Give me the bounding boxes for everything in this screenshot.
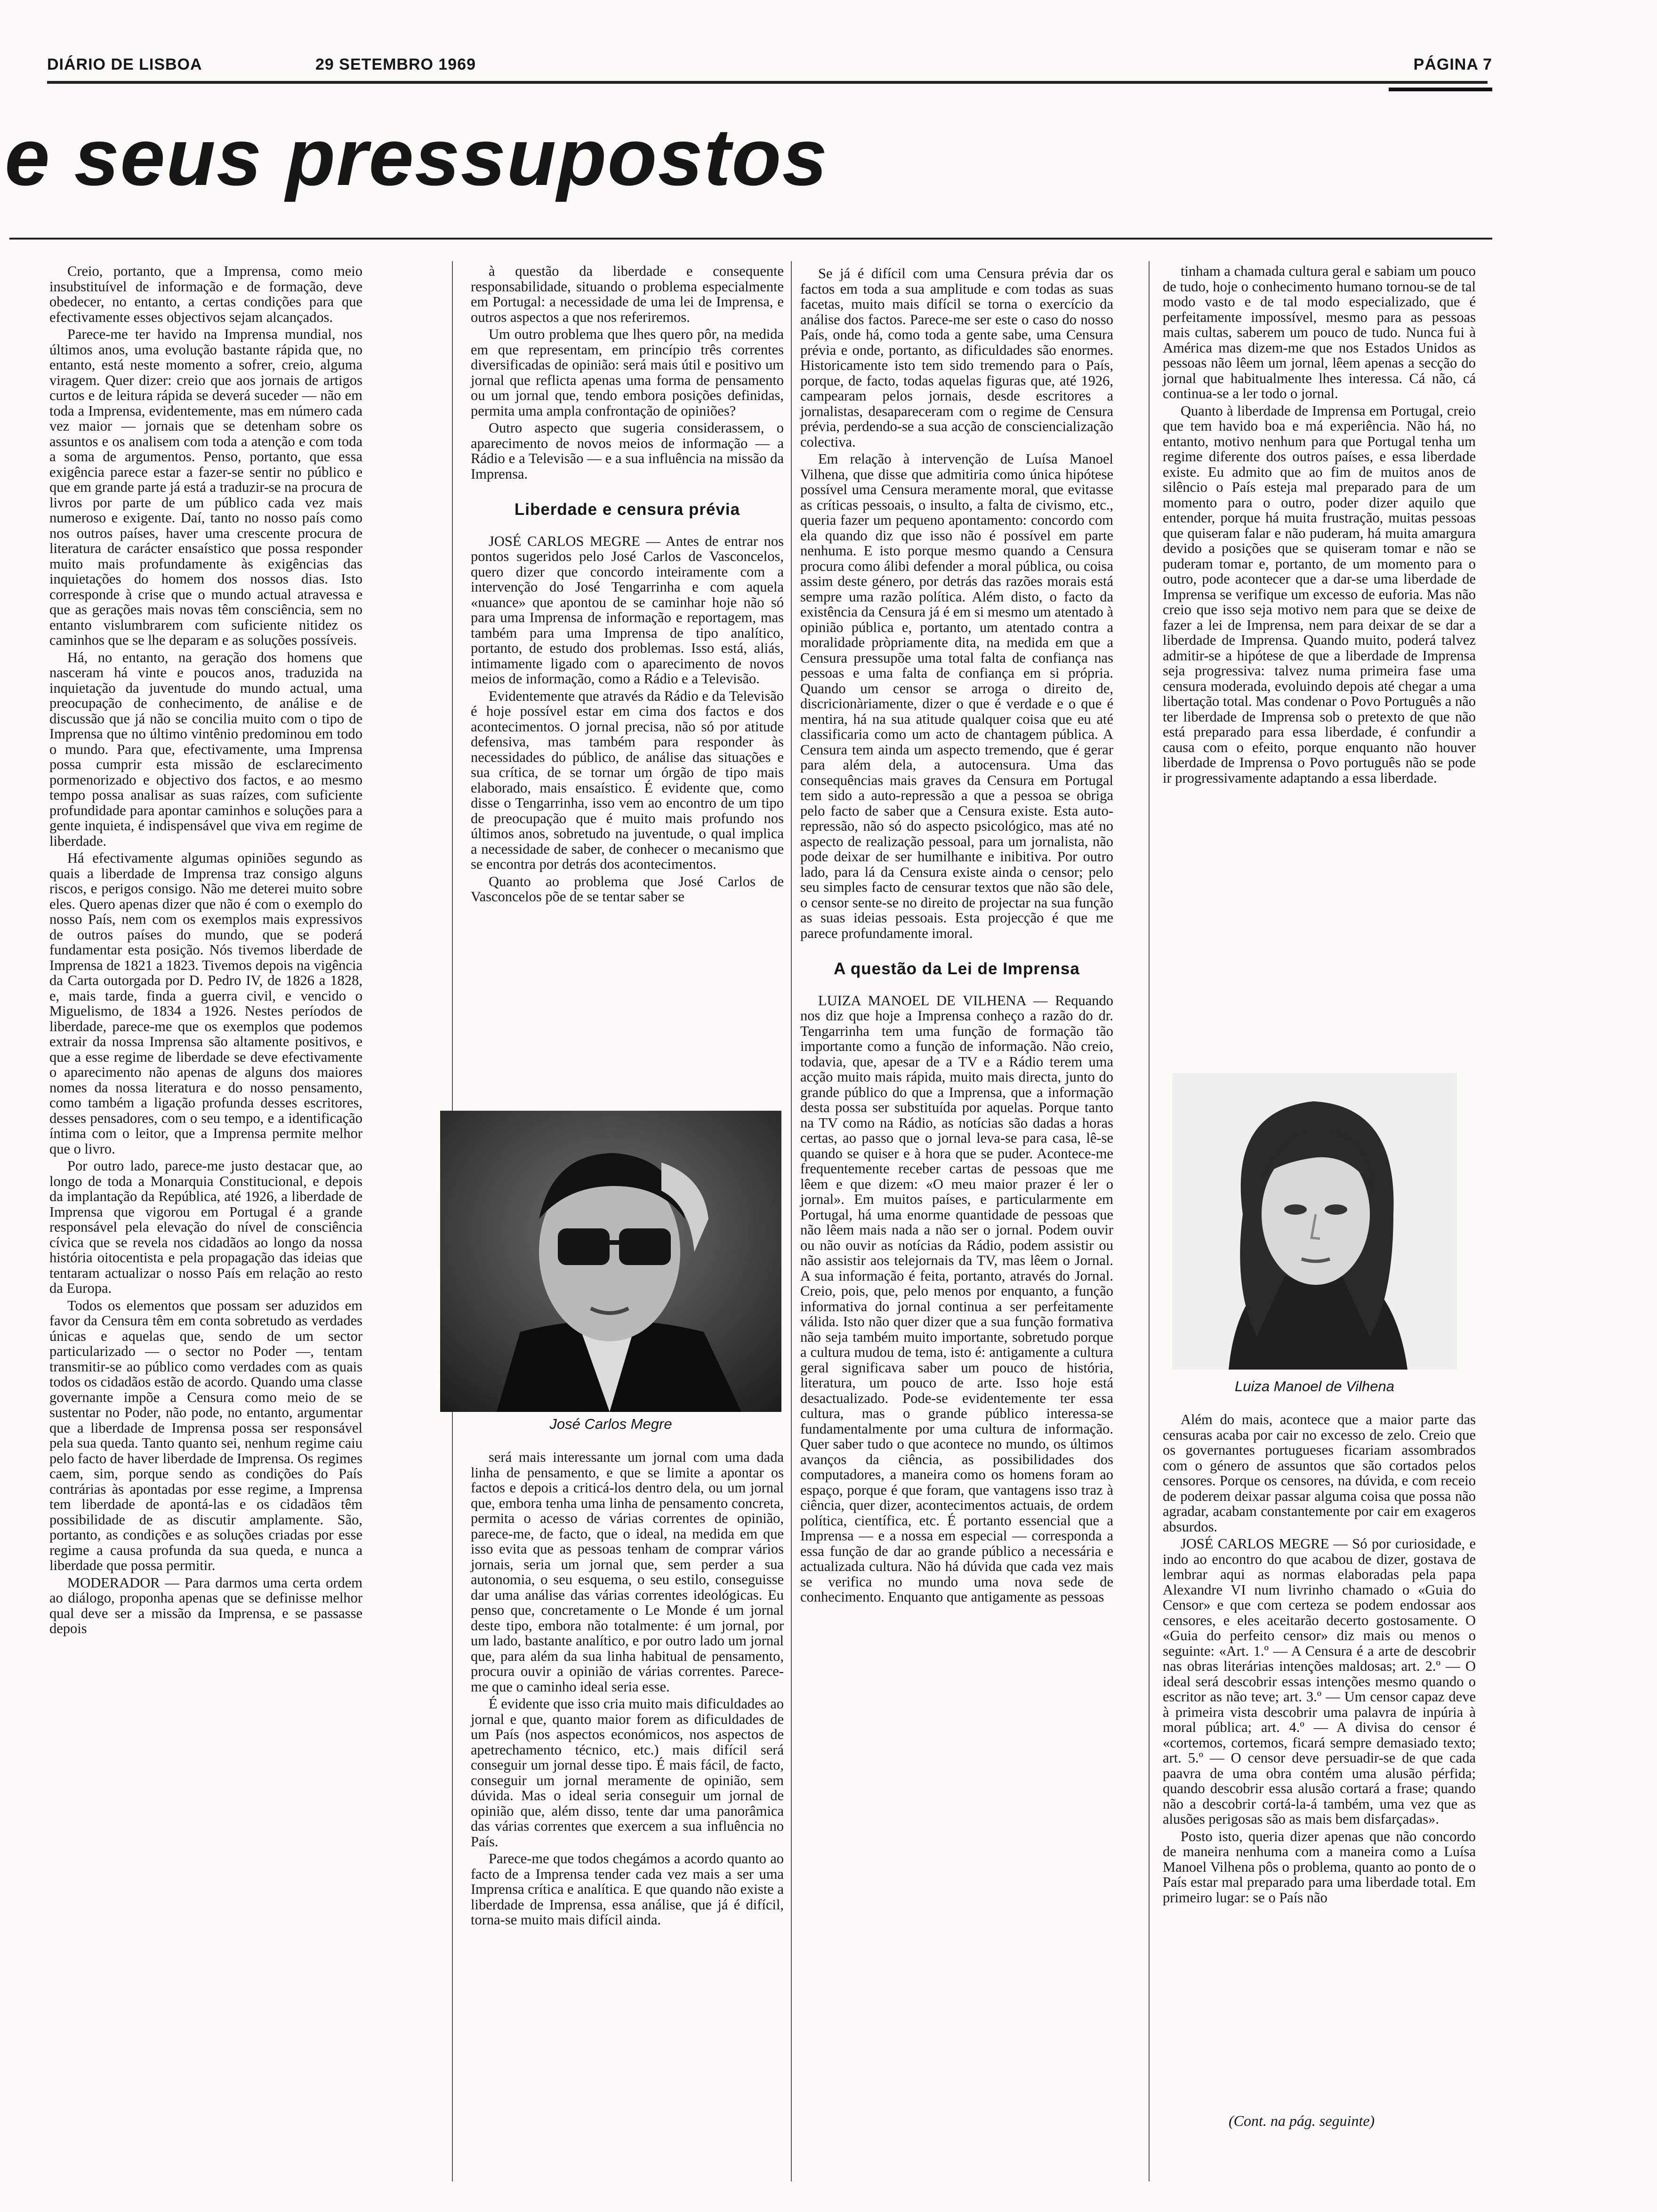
paragraph: JOSÉ CARLOS MEGRE — Só por curiosidade, e indo ao encontro do que acabou de dizer, gostava de lembrar aqui as normas elaboradas pela papa Alexandre VI num livrinho chamado o «Guia do Censor» e que com certeza se podem endossar aos censores, e eles aceitarão decerto gostosamente. O «Guia do perfeito censor» diz mais ou menos o seguinte: «Art. 1.º — A Censura é a arte de descobrir nas obras literárias intenções maldosas; art. 2.º — O ideal será descobrir essas intenções mesmo quando o escritor as não teve; art. 3.º — Um censor capaz deve à primeira vista descobrir uma palavra de inpúria à moral pública; art. 4.º — A divisa do censor é «cortemos, cortemos, ficará sempre demasiado texto; art. 5.º — O censor deve persuadir-se de que cada paavra de uma obra contém uma alusão pérfida; quando descobrir essa alusão cortará a frase; quando não a descobrir cortá-la-á também, uma vez que as alusões perigosas são as mais bem disfarçadas». bbox=[1163, 1536, 1476, 1827]
article-column-4 bbox=[1163, 264, 1476, 787]
portrait-photo-vilhena bbox=[1172, 1073, 1457, 1370]
photo-caption: Luiza Manoel de Vilhena bbox=[1235, 1378, 1394, 1395]
portrait-photo-megre bbox=[440, 1111, 781, 1412]
issue-date: 29 SETEMBRO 1969 bbox=[315, 56, 476, 73]
paragraph: Outro aspecto que sugeria considerassem, o aparecimento de novos meios de informação — a Rádio e a Televisão — e a sua influência na missão da Imprensa. bbox=[471, 420, 784, 482]
portrait-man-image bbox=[440, 1111, 781, 1412]
paragraph: Parece-me ter havido na Imprensa mundial, nos últimos anos, uma evolução bastante rápida que, no entanto, está neste momento a sofrer, creio, alguma viragem. Quer dizer: creio que aos jornais de artigos curtos e de leitura rápida se deverá suceder — não em toda a Imprensa, evidentemente, mas em número cada vez maior — jornais que se detenham sobre os assuntos e os analisem com toda a atenção e com toda a soma de argumentos. Penso, portanto, que essa exigência parece estar a fazer-se sentir no público e que em grande parte já está a traduzir-se na procura de livros por parte de um público cada vez mais numeroso e exigente. Daí, tanto no nosso país como nos outros países, haver uma crescente procura de literatura de carácter ensaístico que possa responder muito mais profundamente às exigências das inquietações do homem dos nossos dias. Isto corresponde à crise que o mundo actual atravessa e que as gerações mais novas têm consciência, sem no entanto vislumbrarem com suficiente nitidez os caminhos que se lhe deparam e as soluções possíveis. bbox=[49, 326, 362, 648]
paragraph: tinham a chamada cultura geral e sabiam um pouco de tudo, hoje o conhecimento humano tornou-se de tal modo vasto e de tal modo especializado, que é perfeitamente impossível, mesmo para as pessoas mais cultas, saberem um pouco de tudo. Nunca fui à América mas dizem-me que nos Estados Unidos as pessoas não lêem um jornal, lêem apenas a secção do jornal que habitualmente lhes interessa. Cá não, cá continua-se a ler todo o jornal. bbox=[1163, 263, 1476, 401]
paragraph: à questão da liberdade e consequente responsabilidade, situando o problema especialmente em Portugal: a necessidade de uma lei de Imprensa, e outros aspectos a que nos referiremos. bbox=[471, 263, 784, 325]
article-column-3 bbox=[800, 266, 1113, 1607]
paragraph: Por outro lado, parece-me justo destacar que, ao longo de toda a Monarquia Constitucional, e depois da implantação da República, até 1926, a liberdade de Imprensa que vigorou em Portugal é a grande responsável pela elevação do nível de consciência cívica que se revela nos cidadãos ao longo da nossa história oitocentista e pela propagação das ideias que tentaram actualizar o nosso País em relação ao resto da Europa. bbox=[49, 1158, 362, 1296]
paragraph: MODERADOR — Para darmos uma certa ordem ao diálogo, proponha apenas que se definisse melhor qual deve ser a missão da Imprensa, e se passasse depois bbox=[49, 1574, 362, 1636]
continuation-note: (Cont. na pág. seguinte) bbox=[1229, 2112, 1375, 2129]
headline-rule bbox=[9, 238, 1492, 240]
paragraph: Evidentemente que através da Rádio e da Televisão é hoje possível estar em cima dos factos e dos acontecimentos. O jornal precisa, não só por atitude defensiva, mas também para responder às necessidades do público, de análise das situações e sua crítica, de se tornar um órgão de tipo mais elaborado, mais ensaístico. É evidente que, como disse o Tengarrinha, isso vem ao encontro de um tipo de preocupação que é muito mais profundo nos últimos anos, sobretudo na juventude, o qual implica a necessidade de saber, de conhecer o mecanismo que se encontra por detrás dos acontecimentos. bbox=[471, 688, 784, 872]
portrait-woman-image bbox=[1172, 1073, 1457, 1370]
paragraph: É evidente que isso cria muito mais dificuldades ao jornal e que, quanto maior forem as dificuldades de um País (nos aspectos económicos, nos aspectos de apetrechamento técnico, etc.) mais difícil será conseguir um jornal desse tipo. É mais fácil, de facto, conseguir um jornal meramente de opinião, sem dúvida. Mas o ideal seria conseguir um jornal de opinião que, além disso, tente dar uma panorâmica das várias correntes que exercem a sua influência no País. bbox=[471, 1696, 784, 1850]
paragraph: Quanto à liberdade de Imprensa em Portugal, creio que tem havido boa e má experiência. Não há, no entanto, motivo nenhum para que Portugal tenha um regime diferente dos outros países, e essa liberdade existe. Eu admito que ao fim de muitos anos de silêncio o País esteja mal preparado para de um momento para o outro, poder dizer aquilo que entender, porque há muita frustração, muitas pessoas que quiseram falar e não puderam, há muita amargura devido a posições que se quiseram tomar e não se puderam tomar e, portanto, de um momento para o outro, pode acontecer que a dar-se uma liberdade de Imprensa se verifique um excesso de euforia. Mas não creio que isso seja motivo nem para que se deixe de fazer a lei de Imprensa, nem para deixar de se dar a liberdade de Imprensa. Quando muito, poderá talvez admitir-se a hipótese de que a liberdade de Imprensa seja progressiva: talvez numa primeira fase uma censura moderada, evoluindo depois até chegar a uma libertação total. Mas condenar o Povo Português a não ter liberdade de Imprensa sob o pretexto de que não está preparado para essa liberdade, é confundir a causa com o efeito, porque enquanto não houver liberdade de Imprensa o Povo português não se pode ir progressivamente adaptando a essa liberdade. bbox=[1163, 402, 1476, 786]
article-column-1 bbox=[49, 264, 362, 1638]
masthead bbox=[47, 56, 1492, 78]
paragraph: Posto isto, queria dizer apenas que não concordo de maneira nenhuma com a maneira como a Luísa Manoel Vilhena pôs o problema, quanto ao ponto de o País estar mal preparado para uma liberdade total. Em primeiro lugar: se o País não bbox=[1163, 1828, 1476, 1906]
paragraph: JOSÉ CARLOS MEGRE — Antes de entrar nos pontos sugeridos pelo José Carlos de Vasconcelos, quero dizer que concordo inteiramente com a intervenção do José Tengarrinha e com aquela «nuance» que apontou de se caminhar hoje não só para uma Imprensa de informação e reportagem, mas também para uma Imprensa de tipo analítico, portanto, de estudo dos problemas. Isso está, aliás, intimamente ligado com o aparecimento de novos meios de informação, como a Rádio e a Televisão. bbox=[471, 533, 784, 687]
paragraph: LUIZA MANOEL DE VILHENA — Requando nos diz que hoje a Imprensa conheço a razão do dr. Tengarrinha tem uma função de formação tão importante como a função de informação. Não creio, todavia, que, apesar de a TV e a Rádio terem uma acção muito mais rápida, muito mais directa, junto do grande público do que a Imprensa, que a informação desta possa ser substituída por aquelas. Porque tanto na TV como na Rádio, as notícias são dadas a horas certas, ao passo que o jornal leva-se para casa, lê-se quando se quiser e à hora que se puder. Acontece-me frequentemente receber cartas de pessoas que me lêem e que dizem: «O meu maior prazer é ler o jornal». Em muitos países, e particularmente em Portugal, há uma enorme quantidade de pessoas que não lêem mais nada a não ser o jornal. Podem ouvir ou não ouvir as notícias da Rádio, podem assistir ou não assistir aos telejornais da TV, mas lêem o Jornal. A sua informação é feita, portanto, através do Jornal. Creio, pois, que, pelo menos por enquanto, a função informativa do jornal continua a ser perfeitamente válida. Isto não quer dizer que a sua função formativa não seja também muito importante, sobretudo porque a cultura mudou de tema, isto é: antigamente a cultura geral significava saber um pouco de história, literatura, um pouco de arte. Isso hoje está desactualizado. Pode-se evidentemente ter essa cultura, mas o grande público interessa-se fundamentalmente por uma cultura de informação. Quer saber tudo o que acontece no mundo, os últimos avanços da ciência, as possibilidades dos computadores, a maneira como os homens foram ao espaço, porque é que foram, que vantagens isso traz à ciência, quer dizer, acontecimentos actuais, de ordem política, científica, etc. É portanto essencial que a Imprensa — e a nossa em especial — corresponda a essa função de dar ao grande público a necessária e actualizada cultura. Não há dúvida que cada vez mais se verifica no mundo uma nova sede de conhecimento. Enquanto que antigamente as pessoas bbox=[800, 992, 1113, 1605]
section-heading: Liberdade e censura prévia bbox=[514, 500, 740, 519]
paragraph: Parece-me que todos chegámos a acordo quanto ao facto de a Imprensa tender cada vez mais a ser uma Imprensa crítica e analítica. E que quando não existe a liberdade de Imprensa, essa análise, que já é difícil, torna-se muito mais difícil ainda. bbox=[471, 1851, 784, 1928]
paragraph: Quanto ao problema que José Carlos de Vasconcelos põe de se tentar saber se bbox=[471, 873, 784, 905]
paragraph: Há efectivamente algumas opiniões segundo as quais a liberdade de Imprensa traz consigo alguns riscos, e perigos consigo. Não me deterei muito sobre eles. Quero apenas dizer que não é com o exemplo do nosso País, nem com os exemplos mais expressivos de outros países do mundo, que se poderá fundamentar esta posição. Nós tivemos liberdade de Imprensa de 1821 a 1823. Tivemos depois na vigência da Carta outorgada por D. Pedro IV, de 1826 a 1828, e, mais tarde, finda a guerra civil, e vencido o Miguelismo, de 1834 a 1926. Nestes períodos de liberdade, parece-me que os exemplos que podemos extrair da nossa Imprensa são altamente positivos, e que a esse regime de liberdade se deve efectivamente o aparecimento não apenas de alguns dos maiores nomes da nossa literatura e do nosso pensamento, como também a ligação profunda desses escritores, desses pensadores, com o seu tempo, e a identificação íntima com o leitor, que a Imprensa permite melhor que o livro. bbox=[49, 850, 362, 1157]
paragraph: Há, no entanto, na geração dos homens que nasceram há vinte e poucos anos, traduzida na inquietação da juventude do mundo actual, uma preocupação de conhecimento, de análise e de discussão que já não se concilia muito com o tipo de Imprensa que no último vintênio predominou em todo o mundo. Para que, efectivamente, uma Imprensa possa cumprir esta missão de esclarecimento pormenorizado e objectivo dos factos, e ao mesmo tempo possa analisar as suas raízes, com suficiente profundidade para apontar caminhos e soluções para a gente inquieta, é indispensável que viva em regime de liberdade. bbox=[49, 649, 362, 849]
top-rule bbox=[47, 81, 1488, 84]
column-divider bbox=[791, 261, 792, 2181]
page-corner-rule bbox=[1389, 88, 1492, 91]
section-heading: A questão da Lei de Imprensa bbox=[834, 960, 1080, 978]
paragraph: Além do mais, acontece que a maior parte das censuras acaba por cair no excesso de zelo. Creio que os governantes portugueses ficariam assombrados com o género de assuntos que são cortados pelos censores. Porque os censores, na dúvida, e com receio de poderem deixar passar alguma coisa que possa não agradar, acabam constantemente por cair em exageros absurdos. bbox=[1163, 1411, 1476, 1535]
page-number: PÁGINA 7 bbox=[1413, 56, 1492, 73]
photo-caption: José Carlos Megre bbox=[549, 1416, 672, 1432]
paragraph: Creio, portanto, que a Imprensa, como meio insubstituível de informação e de formação, deve obedecer, no entanto, a certas condições para que efectivamente esses objectivos sejam alcançados. bbox=[49, 263, 362, 325]
paper-name: DIÁRIO DE LISBOA bbox=[47, 56, 202, 73]
paragraph: Em relação à intervenção de Luísa Manoel Vilhena, que disse que admitiria como única hipótese possível uma Censura meramente moral, que evitasse as críticas pessoais, o insulto, a falta de civismo, etc., queria fazer um pequeno apontamento: concordo com ela quando diz que isso não é possível em parte nenhuma. E isto porque mesmo quando a Censura procura como álibi defender a moral pública, ou coisa assim deste género, por detrás das razões morais está sempre uma razão política. Além disto, o facto da existência da Censura já é em si mesmo um atentado à opinião pública e, portanto, um atentado contra a moralidade pròpriamente dita, na medida em que a Censura pressupõe uma total falta de confiança nas pessoas e uma falta de confiança em si própria. Quando um censor se arroga o direito de, discricionàriamente, dizer o que é verdade e o que é mentira, há na sua atitude qualquer coisa que eu até classificaria como um acto de chantagem pública. A Censura tem ainda um aspecto tremendo, que é gerar para além dela, a autocensura. Uma das consequências mais graves da Censura em Portugal tem sido a auto-repressão a que a pessoa se obriga pelo facto de saber que a Censura existe. Esta auto-repressão, não só do aspecto psicológico, mas até no aspecto de realização pessoal, para um jornalista, não pode deixar de ser humilhante e inibitiva. Por outro lado, para lá da Censura existe ainda o censor; pelo seu simples facto de censurar textos que não são dele, o censor sente-se no direito de projectar na sua função as suas ideias pessoais. Esta projecção é que me parece profundamente imoral. bbox=[800, 451, 1113, 941]
article-column-2 bbox=[471, 264, 784, 906]
paragraph: Todos os elementos que possam ser aduzidos em favor da Censura têm em conta sobretudo as verdades únicas e aquelas que, sendo de um sector particularizado — o sector no Poder —, tentam transmitir-se ao público como verdades com as quais todos os cidadãos estão de acordo. Quando uma classe governante impõe a Censura como meio de se sustentar no Poder, não pode, no entanto, argumentar que a liberdade de Imprensa possa ser responsável pela sua queda. Tanto quanto sei, nenhum regime caiu pelo facto de haver liberdade de Imprensa. Os regimes caem, sim, porque sendo as condições do País contrárias às apontadas por esse regime, a Imprensa tem liberdade de apontá-las e os cidadãos têm possibilidade de as discutir amplamente. São, portanto, as condições e as soluções criadas por esse regime a causa profunda da sua queda, e nunca a liberdade que possa permitir. bbox=[49, 1297, 362, 1573]
paragraph: Se já é difícil com uma Censura prévia dar os factos em toda a sua amplitude e com todas as suas facetas, muito mais difícil se torna o exercício da análise dos factos. Parece-me ser este o caso do nosso País, onde há, como toda a gente sabe, uma Censura prévia e onde, portanto, as dificuldades são enormes. Historicamente isto tem sido tremendo para o País, porque, de facto, todas aquelas figuras que, até 1926, campearam pelos jornais, desde escritores a jornalistas, desapareceram com o regime de Censura prévia, perdendo-se a sua acção de consciencialização colectiva. bbox=[800, 265, 1113, 450]
column-divider bbox=[1149, 261, 1150, 2181]
article-column-4-continued bbox=[1163, 1412, 1476, 1907]
article-column-2-continued bbox=[471, 1450, 784, 1930]
paragraph: será mais interessante um jornal com uma dada linha de pensamento, e que se limite a apontar os factos e depois a criticá-los dentro dela, ou um jornal que, embora tenha uma linha de pensamento concreta, permita o acesso de várias correntes de opinião, parece-me, de facto, que o ideal, na medida em que isso evita que as pessoas tenham de comprar vários jornais, seria um jornal que, sem perder a sua autonomia, o seu esquema, o seu estilo, conseguisse dar uma análise das várias correntes ideológicas. Eu penso que, concretamente o Le Monde é um jornal deste tipo, embora não totalmente: é um jornal, por um lado, bastante analítico, e por outro lado um jornal que, para além da sua linha habitual de pensamento, procura ouvir a opinião de várias correntes. Parece-me que o caminho ideal seria esse. bbox=[471, 1449, 784, 1695]
paragraph: Um outro problema que lhes quero pôr, na medida em que representam, em princípio três correntes diversificadas de opinião: será mais útil e positivo um jornal que reflicta apenas uma forma de pensamento ou um jornal que, tendo embora posições definidas, permita uma ampla confrontação de opiniões? bbox=[471, 326, 784, 419]
article-headline: e seus pressupostos bbox=[5, 112, 828, 202]
